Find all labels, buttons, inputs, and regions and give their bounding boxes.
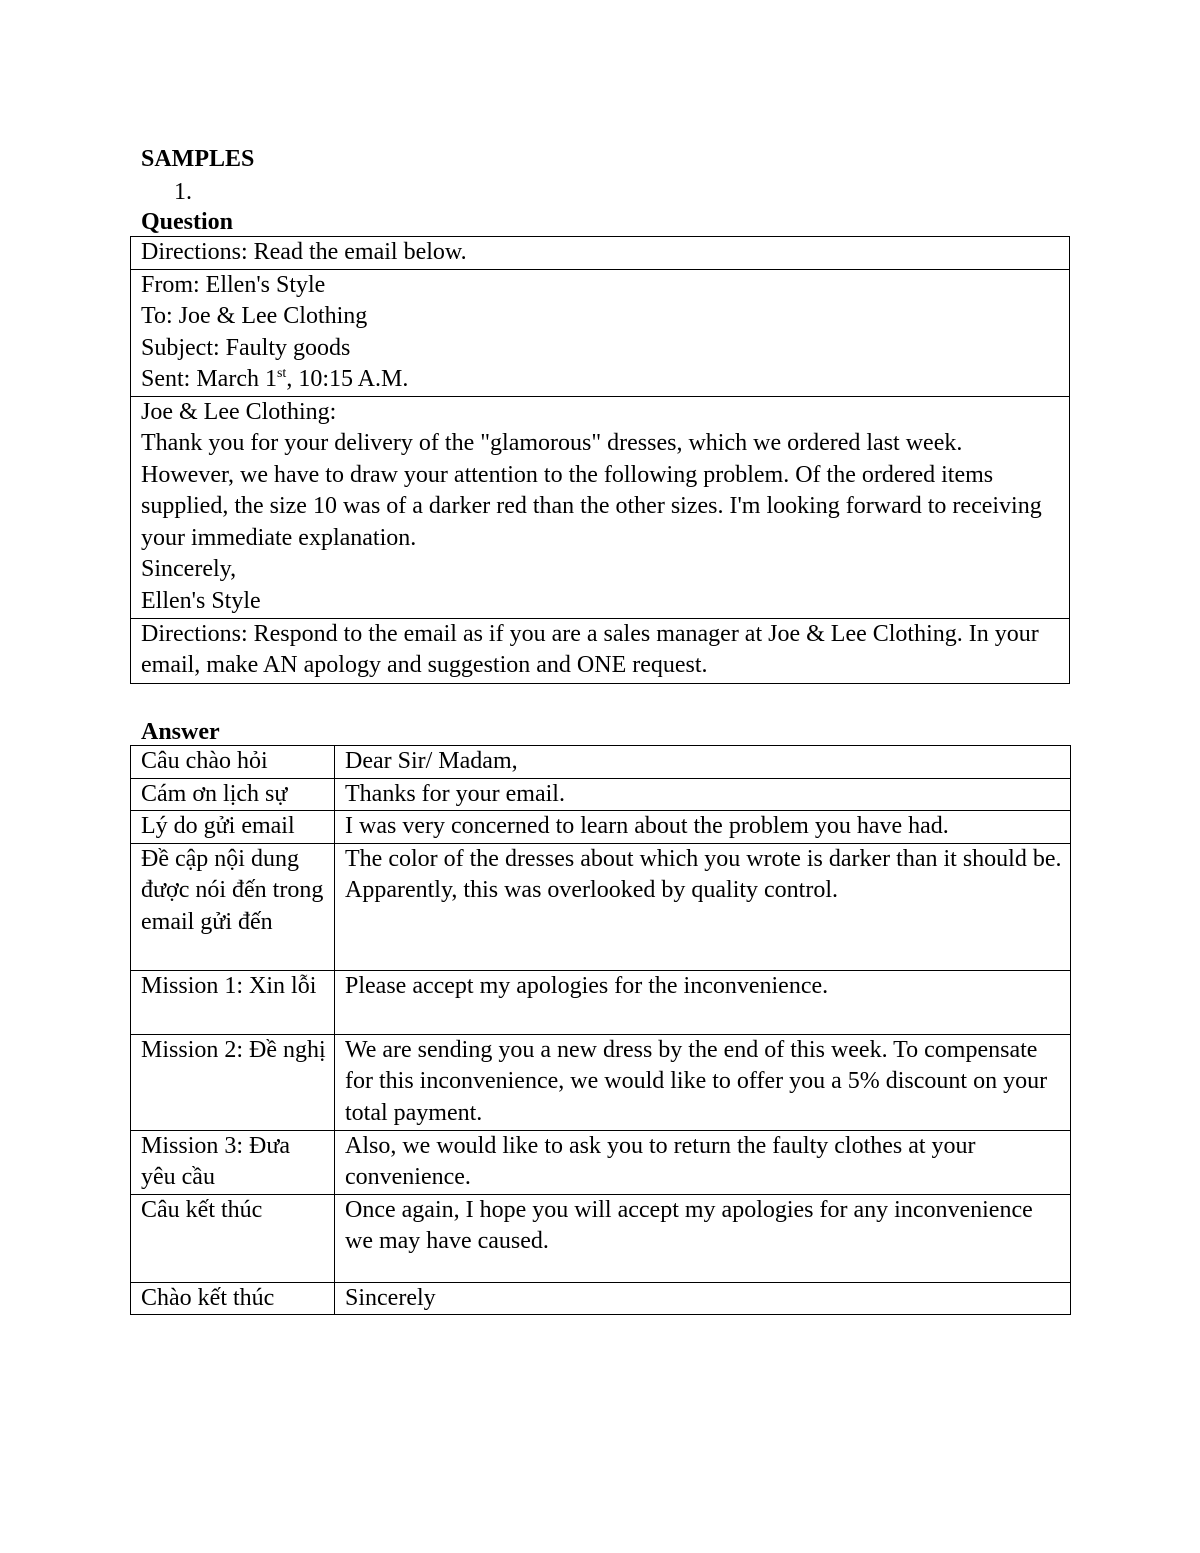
email-to: To: Joe & Lee Clothing: [141, 303, 368, 329]
answer-content: Also, we would like to ask you to return the faulty clothes at your convenience.: [335, 1130, 1071, 1194]
list-number: 1.: [174, 179, 192, 205]
email-sent-prefix: Sent: March 1: [141, 366, 277, 392]
answer-label: Câu chào hỏi: [131, 746, 335, 779]
answer-content: Thanks for your email.: [335, 778, 1071, 811]
answer-label: Mission 1: Xin lỗi: [131, 970, 335, 1034]
answer-row: [131, 1034, 1071, 1130]
answer-content: Dear Sir/ Madam,: [335, 746, 1071, 779]
email-sent-suffix: , 10:15 A.M.: [286, 366, 409, 392]
email-paragraph: Thank you for your delivery of the "glamorous" dresses, which we ordered last week. However, we have to draw your attention to the following problem. Of the ordered items supplied, the size 10 was of a darker red than the other sizes. I'm looking forward to receiving your immediate explanation.: [141, 430, 1042, 551]
question-row-email-header: [131, 269, 1070, 396]
samples-heading: SAMPLES: [141, 146, 255, 172]
answer-row: [131, 1282, 1071, 1315]
answer-label: Câu kết thúc: [131, 1194, 335, 1282]
question-table: [130, 236, 1070, 684]
directions-respond-text: Directions: Respond to the email as if you are a sales manager at Joe & Lee Clothing. In your email, make AN apology and suggestion and ONE request.: [141, 620, 1039, 678]
answer-label: Đề cập nội dung được nói đến trong email gửi đến: [131, 843, 335, 970]
email-sent: [141, 364, 1061, 396]
answer-row: [131, 843, 1071, 970]
email-sent-superscript: st: [276, 366, 287, 381]
answer-content: Sincerely: [335, 1282, 1071, 1315]
question-heading: Question: [141, 209, 234, 235]
directions-read-cell: [131, 237, 1070, 270]
question-row-email-body: [131, 396, 1070, 618]
email-from: From: Ellen's Style: [141, 271, 326, 298]
answer-content: The color of the dresses about which you wrote is darker than it should be. Apparently, this was overlooked by quality control.: [335, 843, 1071, 970]
answer-row: [131, 778, 1071, 811]
directions-read-text: Directions: Read the email below.: [141, 239, 467, 265]
answer-label: Mission 3: Đưa yêu cầu: [131, 1130, 335, 1194]
answer-content: We are sending you a new dress by the end of this week. To compensate for this inconvenience, we would like to offer you a 5% discount on your total payment.: [335, 1034, 1071, 1130]
email-greeting: Joe & Lee Clothing:: [141, 398, 337, 425]
answer-row: [131, 1130, 1071, 1194]
answer-label: Mission 2: Đề nghị: [131, 1034, 335, 1130]
answer-row: [131, 746, 1071, 779]
question-row-directions: [131, 237, 1070, 270]
answer-row: [131, 1194, 1071, 1282]
answer-row: [131, 811, 1071, 844]
directions-respond-cell: [131, 618, 1070, 683]
answer-content: Please accept my apologies for the inconvenience.: [335, 970, 1071, 1034]
email-signature: Ellen's Style: [141, 587, 261, 614]
email-closing: Sincerely,: [141, 556, 237, 582]
question-row-respond: [131, 618, 1070, 683]
email-body-cell: [131, 396, 1070, 618]
answer-content: Once again, I hope you will accept my apologies for any inconvenience we may have caused.: [335, 1194, 1071, 1282]
answer-table: [130, 745, 1071, 1315]
email-subject: Subject: Faulty goods: [141, 334, 351, 361]
answer-row: [131, 970, 1071, 1034]
answer-content: I was very concerned to learn about the problem you have had.: [335, 811, 1071, 844]
answer-label: Lý do gửi email: [131, 811, 335, 844]
answer-label: Chào kết thúc: [131, 1282, 335, 1315]
answer-label: Cám ơn lịch sự: [131, 778, 335, 811]
email-header-cell: [131, 269, 1070, 396]
answer-heading: Answer: [141, 719, 220, 745]
